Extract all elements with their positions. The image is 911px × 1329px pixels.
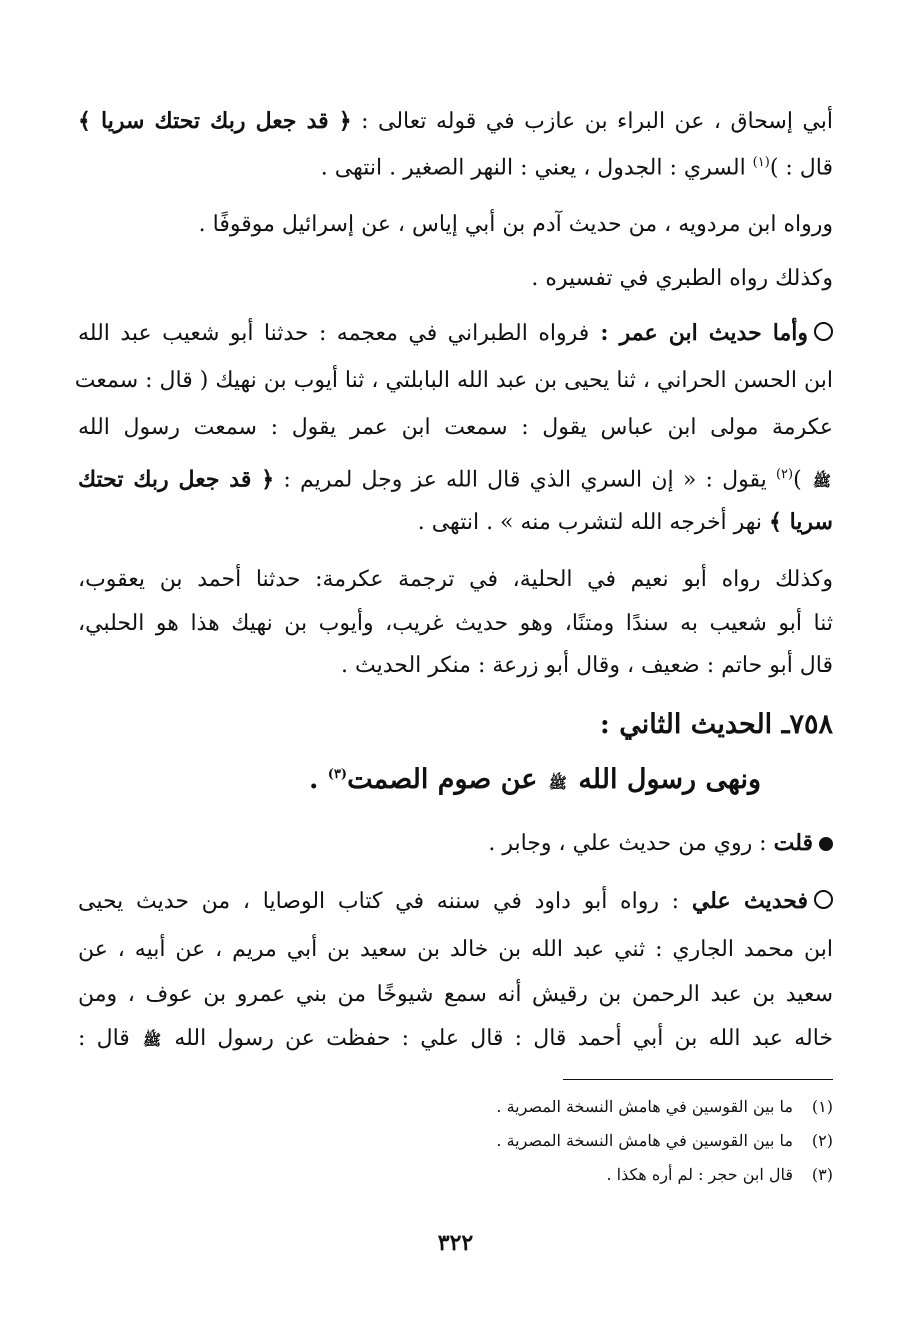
text-span: : روي من حديث علي ، وجابر . — [488, 831, 774, 856]
footnote — [333, 1095, 833, 1119]
text-line — [78, 607, 833, 641]
text-span: يقول : « إن السري الذي قال الله عز وجل لمريم : — [274, 467, 776, 493]
heading-text: عن صوم الصمت — [347, 764, 547, 795]
text-span: : رواه أبو داود في سننه في كتاب الوصايا ، من حديث يحيى — [78, 889, 692, 914]
text-line — [78, 104, 833, 139]
text-line — [78, 826, 833, 861]
text-span: قال : ) — [769, 155, 833, 181]
quran-quote: ﴿ قد جعل ربك تحتك سريا ﴾ — [78, 108, 352, 134]
text-span: السري : الجدول ، يعني : النهر الصغير . انتهى . — [320, 155, 753, 181]
text-span: نهر أخرجه الله لتشرب منه » . انتهى . — [417, 510, 770, 535]
page-number: ٣٢٢ — [437, 1230, 474, 1256]
footnote-text: ما بين القوسين في هامش النسخة المصرية . — [496, 1097, 793, 1116]
text-line — [78, 649, 833, 683]
heading-text: ٧٥٨ـ الحديث الثاني : — [599, 709, 833, 740]
text-span: ابن محمد الجاري : ثني عبد الله بن خالد بن سعيد بن أبي مريم ، عن أبيه ، عن — [78, 937, 833, 962]
text-line — [78, 262, 833, 296]
heading-text: ونهى رسول الله — [568, 764, 761, 795]
text-span: ) — [793, 467, 811, 493]
footnote-separator — [563, 1079, 833, 1080]
section-lead: قلت — [773, 830, 813, 856]
hollow-circle-bullet — [814, 890, 833, 909]
quran-quote: سريا ﴾ — [769, 509, 833, 535]
footnote — [333, 1163, 833, 1187]
text-line — [78, 146, 833, 185]
hadith-text-heading — [161, 758, 761, 800]
text-line — [78, 978, 833, 1012]
footnote — [333, 1129, 833, 1153]
footnote-number: (٣) — [811, 1165, 833, 1184]
footnote-number: (٢) — [811, 1131, 833, 1150]
footnote-ref: (٣) — [327, 767, 348, 782]
text-span: عكرمة مولى ابن عباس يقول : سمعت ابن عمر يقول : سمعت رسول الله — [78, 415, 833, 440]
filled-circle-bullet — [819, 837, 833, 851]
text-line — [78, 411, 833, 445]
text-span: فرواه الطبراني في معجمه : حدثنا أبو شعيب عبد الله — [78, 321, 590, 346]
text-line — [78, 505, 833, 540]
text-span: سعيد بن عبد الرحمن بن رقيش أنه سمع شيوخًا من بني عمرو بن عوف ، ومن — [78, 982, 833, 1007]
text-line — [78, 208, 833, 242]
footnote-text: ما بين القوسين في هامش النسخة المصرية . — [496, 1131, 793, 1150]
text-span: أبي إسحاق ، عن البراء بن عازب في قوله تعالى : — [351, 109, 833, 134]
footnote-text: قال ابن حجر : لم أره هكذا . — [606, 1165, 793, 1184]
footnote-ref: (١) — [752, 155, 770, 170]
section-lead: فحديث علي — [691, 888, 808, 914]
text-span: ابن الحسن الحراني ، ثنا يحيى بن عبد الله البابلتي ، ثنا أيوب بن نهيك ( قال : سمعت — [74, 368, 833, 393]
text-span: ورواه ابن مردويه ، من حديث آدم بن أبي إياس ، عن إسرائيل موقوفًا . — [198, 212, 833, 237]
footnote-number: (١) — [811, 1097, 833, 1116]
text-span: خاله عبد الله بن أبي أحمد قال : قال علي : حفظت عن رسول الله — [163, 1026, 834, 1051]
hollow-circle-bullet — [814, 322, 833, 341]
text-span: ثنا أبو شعيب به سندًا ومتنًا، وهو حديث غريب، وأيوب بن نهيك هذا هو الحلبي، — [78, 611, 833, 636]
footnote-ref: (٢) — [775, 467, 794, 482]
salla-glyph: ﷺ — [548, 774, 567, 792]
text-line — [78, 316, 833, 351]
text-line — [78, 1022, 833, 1057]
text-line — [78, 933, 833, 967]
text-span: قال أبو حاتم : ضعيف ، وقال أبو زرعة : منكر الحديث . — [340, 653, 833, 678]
text-line — [78, 563, 833, 597]
text-span: قال : — [78, 1026, 142, 1051]
salla-glyph: ﷺ — [143, 1031, 162, 1049]
heading-text: . — [308, 764, 328, 795]
text-line — [78, 884, 833, 919]
section-lead: وأما حديث ابن عمر : — [589, 320, 809, 346]
hadith-number-heading — [78, 708, 833, 742]
text-line — [78, 458, 833, 498]
text-span: وكذلك رواه الطبري في تفسيره . — [531, 266, 833, 291]
quran-quote: ﴿ قد جعل ربك تحتك — [78, 466, 275, 493]
salla-glyph: ﷺ — [812, 472, 831, 491]
text-line — [74, 364, 833, 398]
text-span: وكذلك رواه أبو نعيم في الحلية، في ترجمة عكرمة: حدثنا أحمد بن يعقوب، — [78, 567, 833, 592]
